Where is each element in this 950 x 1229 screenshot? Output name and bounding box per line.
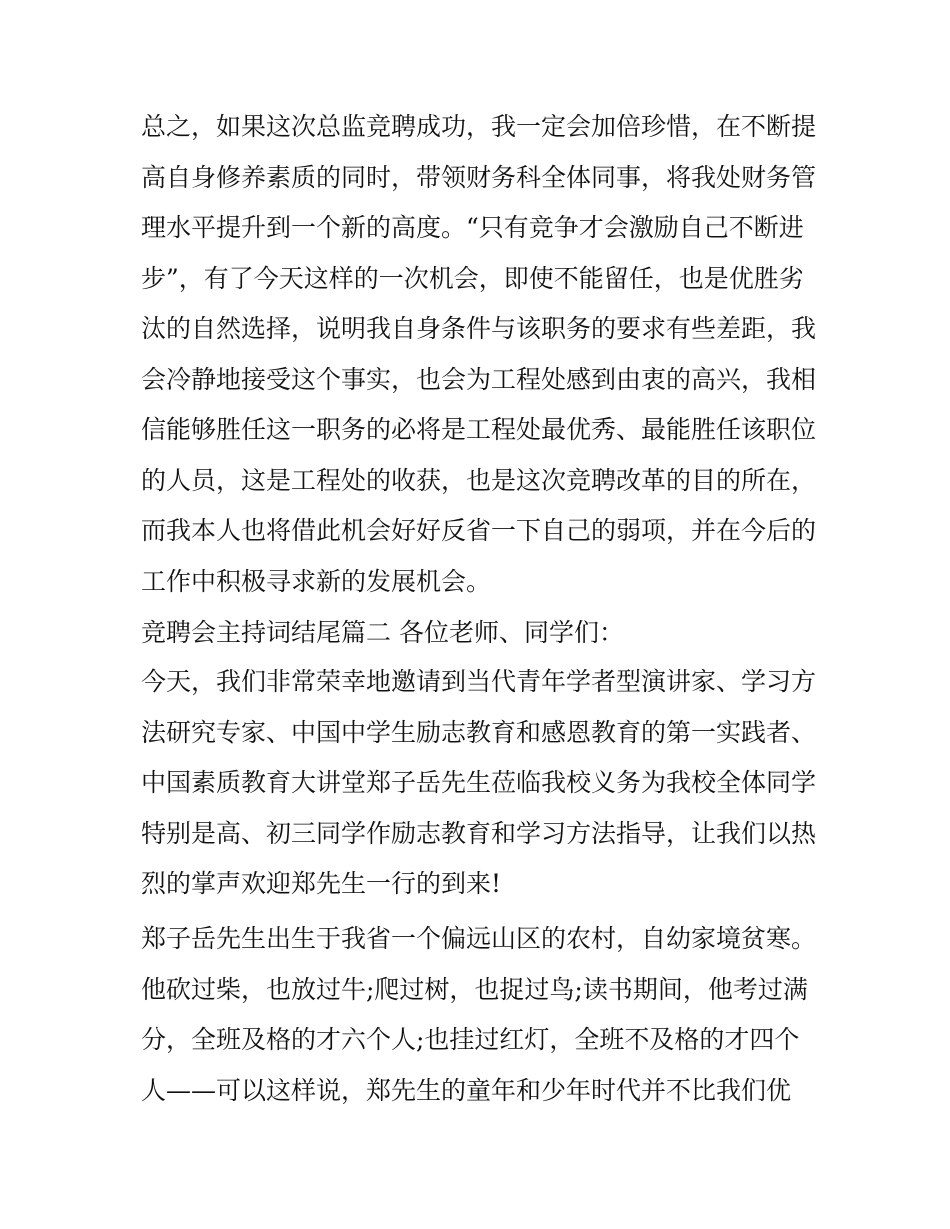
text-line: 理水平提升到一个新的高度。“只有竞争才会激励自己不断进: [141, 213, 804, 242]
text-line: 步”，有了今天这样的一次机会，即使不能留任，也是优胜劣: [141, 263, 804, 293]
paragraph-conclusion: [141, 102, 821, 607]
text-line: 今天，我们非常荣幸地邀请到当代青年学者型演讲家、学习方: [141, 667, 817, 696]
text-line: 高自身修养素质的同时，带领财务科全体同事，将我处财务管: [141, 162, 817, 192]
text-line: 人——可以这样说，郑先生的童年和少年时代并不比我们优: [141, 1075, 792, 1105]
section-heading: [141, 611, 821, 655]
text-line: 法研究专家、中国中学生励志教育和感恩教育的第一实践者、: [141, 717, 817, 747]
paragraph-introduction: [141, 657, 821, 910]
text-line: 郑子岳先生出生于我省一个偏远山区的农村，自幼家境贫寒。: [141, 924, 817, 953]
text-line: 工作中积极寻求新的发展机会。: [141, 566, 492, 596]
paragraph-biography: [141, 914, 821, 1116]
text-line: 而我本人也将借此机会好好反省一下自己的弱项，并在今后的: [141, 516, 817, 545]
text-line: 的人员，这是工程处的收获，也是这次竞聘改革的目的所在，: [141, 465, 817, 495]
text-line: 会冷静地接受这个事实，也会为工程处感到由衷的高兴，我相: [141, 364, 817, 394]
text-line: 总之，如果这次总监竞聘成功，我一定会加倍珍惜，在不断提: [141, 112, 817, 141]
text-line: 分，全班及格的才六个人;也挂过红灯，全班不及格的才四个: [141, 1025, 800, 1054]
text-line: 信能够胜任这一职务的必将是工程处最优秀、最能胜任该职位: [141, 415, 817, 444]
heading-line: 竞聘会主持词结尾篇二 各位老师、同学们：: [141, 618, 624, 647]
text-line: 他砍过柴，也放过牛;爬过树，也捉过鸟;读书期间，他考过满: [141, 974, 808, 1004]
text-line: 中国素质教育大讲堂郑子岳先生莅临我校义务为我校全体同学: [141, 768, 817, 797]
text-line: 汰的自然选择，说明我自身条件与该职务的要求有些差距，我: [141, 314, 817, 343]
text-line: 烈的掌声欢迎郑先生一行的到来!: [141, 869, 502, 898]
text-line: 特别是高、初三同学作励志教育和学习方法指导，让我们以热: [141, 818, 817, 848]
